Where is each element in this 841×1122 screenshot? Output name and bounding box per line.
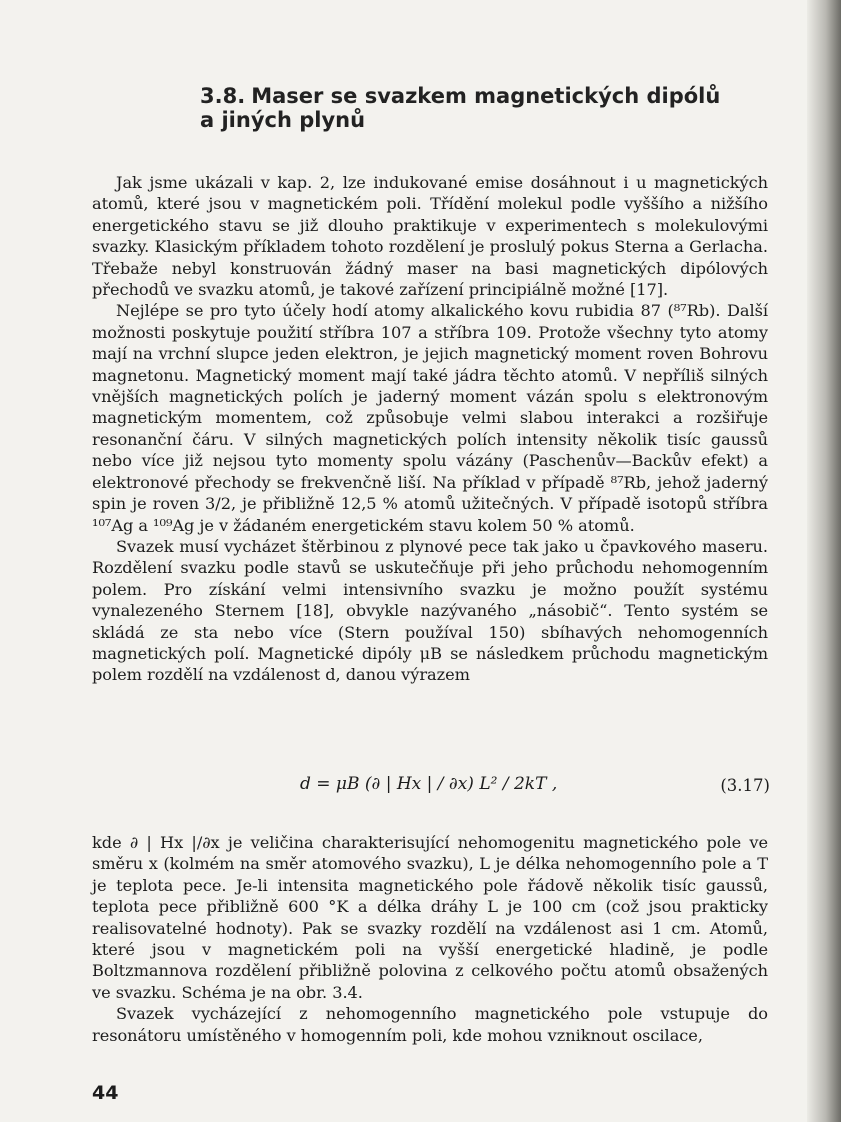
- equation-number: (3.17): [720, 776, 770, 795]
- paragraph-3: Svazek musí vycházet štěrbinou z plynové pece tak jako u čpavkového maseru. Rozdělení svazku podle stavů se uskutečňuje při jeho průchodu nehomogenním polem. Pro získání velmi intensivního svazku je možno použít systému vynalezeného Sternem [18], obvykle nazývaného „násobič“. Tento systém se skládá ze sta nebo více (Stern používal 150) sbíhavých nehomogenních magnetických polí. Magnetické dipóly μB se následkem průchodu magnetickým polem rozdělí na vzdálenost d, danou výrazem: [92, 536, 768, 685]
- paragraph-2: Nejlépe se pro tyto účely hodí atomy alkalického kovu rubidia 87 (⁸⁷Rb). Další možnosti poskytuje použití stříbra 107 a stříbra 109. Protože všechny tyto atomy mají na vrchní slupce jeden elektron, je jejich magnetický moment roven Bohrovu magnetonu. Magnetický moment mají také jádra těchto atomů. V nepříliš silných vnějších magnetických polích je jaderný moment vázán spolu s elektronovým magnetickým momentem, což způsobuje velmi slabou interakci a rozšiřuje resonanční čáru. V silných magnetických polích intensity několik tisíc gaussů nebo více již nejsou tyto momenty spolu vázány (Paschenův—Backův efekt) a elektronové přechody se frekvenčně liší. Na příklad v případě ⁸⁷Rb, jehož jaderný spin je roven 3/2, je přibližně 12,5 % atomů užitečných. V případě isotopů stříbra ¹⁰⁷Ag a ¹⁰⁹Ag je v žádaném energetickém stavu kolem 50 % atomů.: [92, 301, 768, 535]
- page-edge-shadow: [807, 0, 841, 1122]
- equation-3-17: [300, 762, 770, 818]
- paragraph-1: Jak jsme ukázali v kap. 2, lze indukované emise dosáhnout i u magnetických atomů, které jsou v magnetickém poli. Třídění molekul podle vyššího a nižšího energetického stavu se již dlouho praktikuje v experimentech s molekulovými svazky. Klasickým příkladem tohoto rozdělení je proslulý pokus Sterna a Gerlacha. Třebaže nebyl konstruován žádný maser na basi magnetických dipólových přechodů ve svazku atomů, je takové zařízení principiálně možné [17].: [92, 173, 768, 300]
- equation-formula: d = μB (∂ | Hx | / ∂x) L² / 2kT ,: [300, 774, 558, 794]
- section-heading: [200, 84, 760, 132]
- paragraph-5: Svazek vycházející z nehomogenního magnetického pole vstupuje do resonátoru umístěného v homogenním poli, kde mohou vzniknout oscilace,: [92, 1004, 768, 1045]
- page-number: 44: [92, 1082, 119, 1104]
- section-number: 3.8.: [200, 84, 246, 108]
- section-title-line2: a jiných plynů: [200, 108, 366, 132]
- section-title-line1: Maser se svazkem magnetických dipólů: [251, 84, 721, 108]
- paragraph-4: kde ∂ | Hx |/∂x je veličina charakterisující nehomogenitu magnetického pole ve směru x (kolmém na směr atomového svazku), L je délka nehomogenního pole a T je teplota pece. Je-li intensita magnetického pole řádově několik tisíc gaussů, teplota pece přibližně 600 °K a délka dráhy L je 100 cm (což jsou prakticky realisovatelné hodnoty). Pak se svazky rozdělí na vzdálenost asi 1 cm. Atomů, které jsou v magnetickém poli na vyšší energetické hladině, je podle Boltzmannova rozdělení přibližně polovina z celkového počtu atomů obsažených ve svazku. Schéma je na obr. 3.4.: [92, 833, 768, 1002]
- body-text-upper: [92, 172, 768, 686]
- body-text-lower: [92, 832, 768, 1046]
